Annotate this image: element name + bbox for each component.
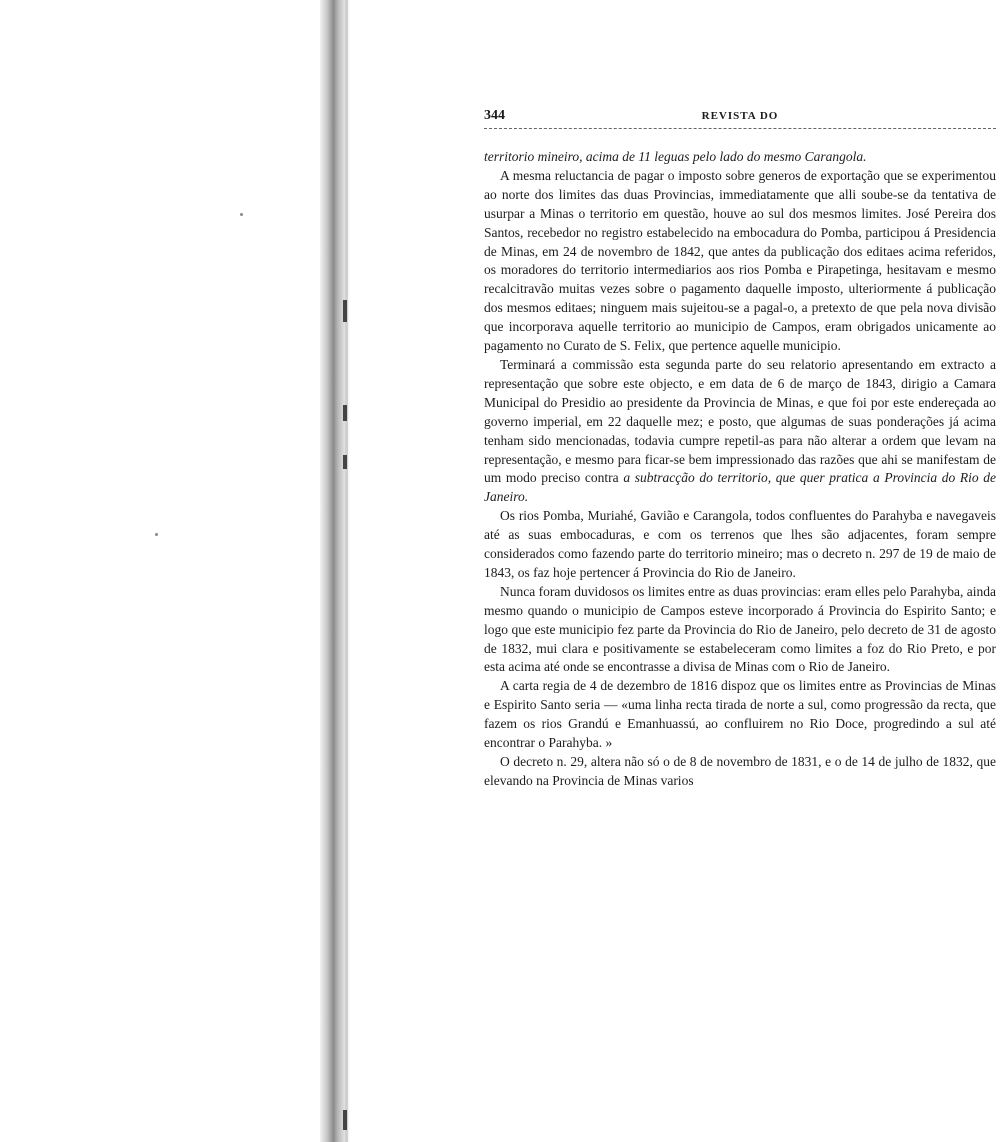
gutter-mark — [343, 300, 347, 322]
body-text — [484, 148, 996, 791]
page-header — [484, 108, 996, 129]
paragraph — [484, 753, 996, 791]
paragraph — [484, 148, 996, 167]
gutter-mark — [343, 455, 347, 469]
paragraph-text: A mesma reluctancia de pagar o imposto sobre generos de exportação que se experimentou ao norte dos limites das duas Provincias, immediatamente que alli soube-se da tentativa de usurpar a Minas o territorio em questão, houve ao sul dos mesmos limites. José Pereira dos Santos, recebedor no registro estabelecido na embocadura do Pomba, participou á Presidencia de Minas, em 24 de novembro de 1842, que antes da publicação dos editaes acima referidos, os moradores do territorio intermediarios aos rios Pomba e Pirapetinga, hesitavam e mesmo recalcitravão muitas vezes sobre o pagamento daquelle imposto, ulteriormente á publicação dos mesmos editaes; ninguem mais sujeitou-se a pagal-o, a pretexto de que pela nova divisão que incorporava aquelle territorio ao municipio de Campos, eram obrigados unicamente ao pagamento no Curato de S. Felix, que pertence aquelle municipio. — [484, 167, 996, 354]
paragraph-text: Nunca foram duvidosos os limites entre as duas provincias: eram elles pelo Parahyba, ainda mesmo quando o municipio de Campos esteve incorporado á Provincia do Espirito Santo; e logo que este municipio fez parte da Provincia do Rio de Janeiro, pelo decreto de 31 de agosto de 1832, mui clara e positivamente se estabeleceram como limites a foz do Rio Preto, e por esta acima até onde se encontrasse a divisa de Minas com o Rio de Janeiro. — [484, 583, 996, 675]
running-title: REVISTA DO — [701, 110, 779, 122]
paper-speck — [155, 533, 158, 536]
paragraph-text: O decreto n. 29, altera não só o de 8 de novembro de 1831, e o de 14 de julho de 1832, que elevando na Provincia de Minas varios — [484, 754, 996, 788]
paragraph-text: A carta regia de 4 de dezembro de 1816 dispoz que os limites entre as Provincias de Minas e Espirito Santo seria — «uma linha recta tirada de norte a sul, como progressão da recta, que fazem os rios Grandú e Emanhuassú, ao confluirem no Rio Doce, progredindo a sul até encontrar o Parahyba. » — [484, 678, 996, 751]
paragraph — [484, 356, 996, 507]
page-number: 344 — [484, 108, 505, 123]
paragraph — [484, 167, 996, 356]
gutter-mark — [343, 1110, 347, 1130]
gutter-line — [345, 0, 348, 1142]
paragraph-text: Os rios Pomba, Muriahé, Gavião e Carangola, todos confluentes do Parahyba e navegaveis até as suas embocaduras, e com os terrenos que lhes são adjacentes, foram sempre considerados como fazendo parte do territorio mineiro; mas o decreto n. 297 de 19 de maio de 1843, os faz hoje pertencer á Provincia do Rio de Janeiro. — [484, 508, 996, 580]
paragraph-text: a subtracção do territorio, que quer pratica a Provincia do Rio de Janeiro. — [484, 470, 996, 505]
paragraph — [484, 677, 996, 753]
gutter-mark — [343, 405, 347, 421]
paragraph — [484, 583, 996, 678]
paper-speck — [240, 213, 243, 216]
paragraph — [484, 507, 996, 583]
paragraph-text: territorio mineiro, acima de 11 leguas pelo lado do mesmo Carangola. — [484, 149, 867, 164]
paragraph-text: Terminará a commissão esta segunda parte do seu relatorio apresentando em extracto a representação que sobre este objecto, e em data de 6 de março de 1843, dirigio a Camara Municipal do Presidio ao presidente da Provincia de Minas, e que foi por este endereçada ao governo imperial, em 22 daquelle mez; e posto, que algumas de suas ponderações já acima tenham sido mencionadas, todavia cumpre repetil-as para não alterar a ordem que levam na representação, e mesmo para ficar-se bem impressionado das razões que ahi se manifestam de um modo preciso contra — [484, 356, 996, 486]
